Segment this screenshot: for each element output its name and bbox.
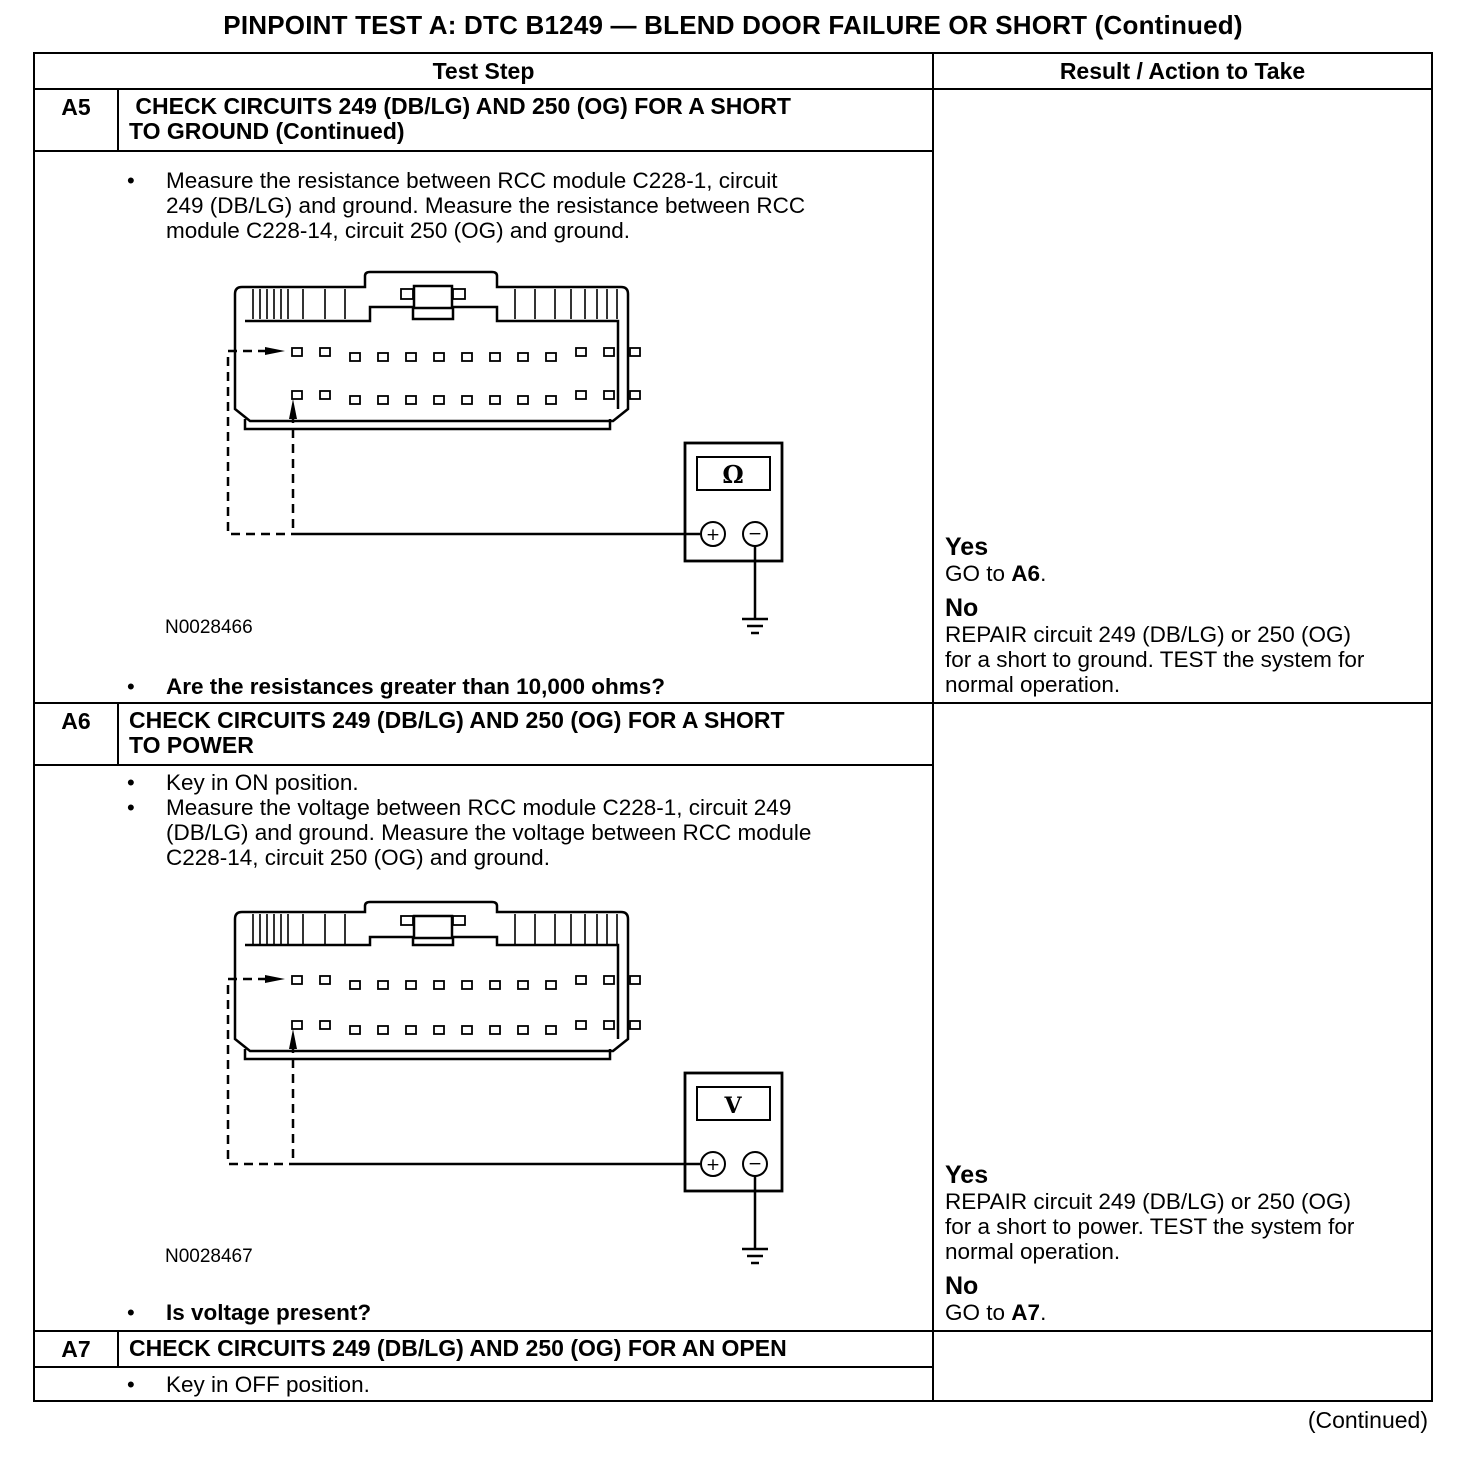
header-rule xyxy=(35,88,1431,90)
row-rule xyxy=(35,702,1431,704)
ohm-symbol-icon: Ω xyxy=(722,460,744,489)
yes-label: Yes xyxy=(945,1161,989,1189)
yes-action-line: normal operation. xyxy=(945,1239,1121,1264)
svg-text:+: + xyxy=(705,525,721,545)
instruction-line: (DB/LG) and ground. Measure the voltage between RCC module xyxy=(166,820,812,845)
instruction-a6 xyxy=(166,795,936,870)
bullet-dot: • xyxy=(127,1372,135,1397)
svg-text:+: + xyxy=(705,1155,721,1175)
bullet-dot: • xyxy=(127,674,135,699)
step-id-a7: A7 xyxy=(61,1336,91,1362)
col-divider xyxy=(932,54,934,1400)
step-id-a5: A5 xyxy=(61,94,91,120)
step-heading-a5 xyxy=(129,94,919,144)
row-rule xyxy=(35,1330,1431,1332)
step-id-divider xyxy=(117,704,119,765)
step-id-a6: A6 xyxy=(61,708,91,734)
yes-action-line: REPAIR circuit 249 (DB/LG) or 250 (OG) xyxy=(945,1189,1351,1214)
instruction-line: 249 (DB/LG) and ground. Measure the resistance between RCC xyxy=(166,193,806,218)
step-heading-a7: CHECK CIRCUITS 249 (DB/LG) AND 250 (OG) FOR AN OPEN xyxy=(129,1335,787,1361)
bullet-dot: • xyxy=(127,795,135,820)
no-label: No xyxy=(945,594,979,622)
pinpoint-test-table xyxy=(33,52,1433,1402)
no-ref: A7 xyxy=(1011,1300,1041,1325)
question-a6: Is voltage present? xyxy=(166,1300,372,1325)
step-head-rule xyxy=(35,150,933,152)
header-test-step: Test Step xyxy=(432,58,535,84)
step-heading-a6 xyxy=(129,708,919,758)
header-result: Result / Action to Take xyxy=(1059,58,1306,84)
instruction-a5 xyxy=(166,168,936,243)
no-action-line: REPAIR circuit 249 (DB/LG) or 250 (OG) xyxy=(945,622,1351,647)
instruction-line: C228-14, circuit 250 (OG) and ground. xyxy=(166,845,550,870)
step-head-rule xyxy=(35,764,933,766)
svg-text:−: − xyxy=(747,1154,763,1174)
instruction-key-off: Key in OFF position. xyxy=(166,1372,370,1397)
step-heading-line: TO GROUND (Continued) xyxy=(129,118,405,144)
instruction-line: module C228-14, circuit 250 (OG) and ground. xyxy=(166,218,630,243)
step-id-divider xyxy=(117,90,119,151)
continued-note: (Continued) xyxy=(1307,1407,1428,1433)
yes-ref: A6 xyxy=(1011,561,1041,586)
step-heading-line: TO POWER xyxy=(129,732,254,758)
step-heading-line: CHECK CIRCUITS 249 (DB/LG) AND 250 (OG) FOR A SHORT xyxy=(129,93,791,119)
volt-symbol-icon: V xyxy=(724,1093,742,1119)
no-action-line: for a short to ground. TEST the system for xyxy=(945,647,1365,672)
yes-action: GO to A6. xyxy=(945,561,1047,586)
instruction-key-on: Key in ON position. xyxy=(166,770,359,795)
bullet-dot: • xyxy=(127,168,135,193)
instruction-line: Measure the voltage between RCC module C228-1, circuit 249 xyxy=(166,795,792,820)
instruction-line: Measure the resistance between RCC module C228-1, circuit xyxy=(166,168,778,193)
step-heading-line: CHECK CIRCUITS 249 (DB/LG) AND 250 (OG) FOR A SHORT xyxy=(129,707,785,733)
page-title: PINPOINT TEST A: DTC B1249 — BLEND DOOR FAILURE OR SHORT (Continued) xyxy=(223,10,1243,40)
result-a6 xyxy=(945,1162,1433,1325)
yes-text: GO to xyxy=(945,561,1006,586)
yes-label: Yes xyxy=(945,533,989,561)
step-id-divider xyxy=(117,1331,119,1367)
result-a5 xyxy=(945,534,1433,697)
svg-text:−: − xyxy=(747,524,763,544)
connector-ohmmeter-diagram xyxy=(185,269,795,639)
figure-id-a6: N0028467 xyxy=(165,1246,253,1267)
yes-action-line: for a short to power. TEST the system for xyxy=(945,1214,1355,1239)
no-text: GO to xyxy=(945,1300,1006,1325)
no-action: GO to A7. xyxy=(945,1300,1047,1325)
no-label: No xyxy=(945,1272,979,1300)
figure-id-a5: N0028466 xyxy=(165,617,253,638)
bullet-dot: • xyxy=(127,1300,135,1325)
step-head-rule xyxy=(35,1366,933,1368)
connector-voltmeter-diagram xyxy=(185,899,795,1269)
bullet-dot: • xyxy=(127,770,135,795)
no-action-line: normal operation. xyxy=(945,672,1121,697)
question-a5: Are the resistances greater than 10,000 ohms? xyxy=(166,674,665,699)
